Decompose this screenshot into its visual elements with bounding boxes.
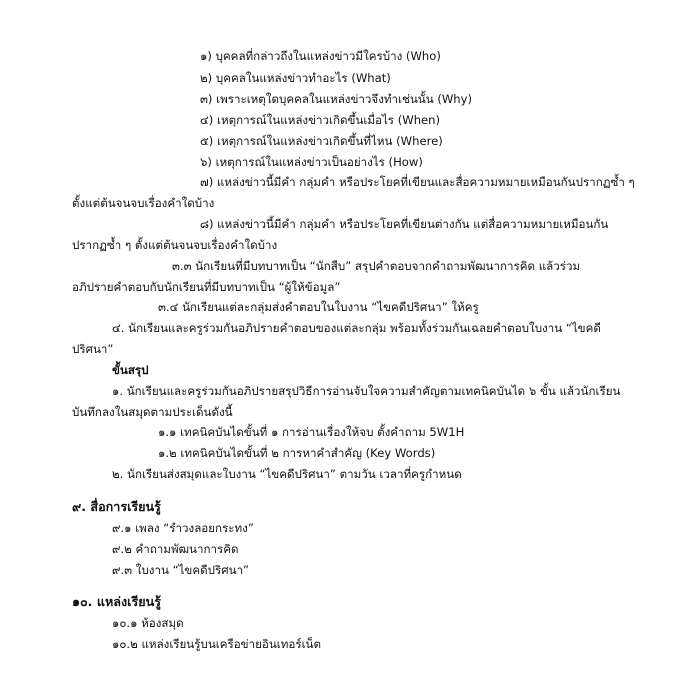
- question-how: ๖) เหตุการณ์ในแหล่งข่าวเป็นอย่างไร (How): [200, 155, 423, 169]
- step-4: ๔. นักเรียนและครูร่วมกันอภิปรายคำตอบของแต่ละกลุ่ม พร้อมทั้งร่วมกันเฉลยคำตอบใบงาน “ไขคดี: [112, 321, 601, 335]
- question-where: ๕) เหตุการณ์ในแหล่งข่าวเกิดขึ้นที่ไหน (Where): [200, 134, 443, 148]
- sources-heading: ๑๐. แหล่งเรียนรู้: [72, 594, 161, 609]
- question-why: ๓) เพราะเหตุใดบุคคลในแหล่งข่าวจึงทำเช่นนั้น (Why): [200, 92, 473, 106]
- question-repeated-words-cont: ตั้งแต่ต้นจนจบเรื่องคำใดบ้าง: [72, 196, 215, 210]
- media-worksheet: ๙.๓ ใบงาน “ไขคดีปริศนา”: [112, 563, 250, 577]
- conclusion-2: ๒. นักเรียนส่งสมุดและใบงาน “ไขคดีปริศนา” ตามวัน เวลาที่ครูกำหนด: [112, 467, 462, 481]
- conclusion-1-cont: บันทึกลงในสมุดตามประเด็นดังนี้: [72, 405, 233, 419]
- source-library: ๑๐.๑ ห้องสมุด: [112, 616, 184, 630]
- question-who: ๑) บุคคลที่กล่าวถึงในแหล่งข่าวมีใครบ้าง (Who): [200, 49, 441, 63]
- step-4-cont: ปริศนา”: [72, 342, 114, 356]
- source-internet: ๑๐.๒ แหล่งเรียนรู้บนเครือข่ายอินเทอร์เน็ต: [112, 637, 321, 651]
- conclusion-1-2: ๑.๒ เทคนิคบันไดขั้นที่ ๒ การหาคำสำคัญ (Key Words): [158, 446, 436, 460]
- question-repeated-words: ๗) แหล่งข่าวนี้มีคำ กลุ่มคำ หรือประโยคที่เขียนและสื่อความหมายเหมือนกันปรากฏซ้ำ ๆ: [200, 175, 635, 189]
- conclusion-1: ๑. นักเรียนและครูร่วมกันอภิปรายสรุปวิธีการอ่านจับใจความสำคัญตามเทคนิคบันได ๖ ขั้น แล้วนักเรียน: [112, 384, 621, 398]
- media-song: ๙.๑ เพลง “รำวงลอยกระทง”: [112, 521, 254, 535]
- step-3-4: ๓.๔ นักเรียนแต่ละกลุ่มส่งคำตอบในใบงาน “ไขคดีปริศนา” ให้ครู: [158, 300, 479, 314]
- question-what: ๒) บุคคลในแหล่งข่าวทำอะไร (What): [200, 71, 391, 85]
- media-questions: ๙.๒ คำถามพัฒนาการคิด: [112, 542, 239, 556]
- step-3-3: ๓.๓ นักเรียนที่มีบทบาทเป็น “นักสืบ” สรุปคำตอบจากคำถามพัฒนาการคิด แล้วร่วม: [172, 259, 581, 273]
- conclusion-1-1: ๑.๑ เทคนิคบันไดขั้นที่ ๑ การอ่านเรื่องให้จบ ตั้งคำถาม 5W1H: [158, 425, 465, 439]
- question-synonyms: ๘) แหล่งข่าวนี้มีคำ กลุ่มคำ หรือประโยคที่เขียนต่างกัน แต่สื่อความหมายเหมือนกัน: [200, 217, 609, 231]
- question-when: ๔) เหตุการณ์ในแหล่งข่าวเกิดขึ้นเมื่อไร (When): [200, 113, 441, 127]
- question-synonyms-cont: ปรากฏซ้ำ ๆ ตั้งแต่ต้นจนจบเรื่องคำใดบ้าง: [72, 238, 278, 252]
- media-heading: ๙. สื่อการเรียนรู้: [72, 499, 161, 514]
- conclusion-heading: ขั้นสรุป: [112, 363, 149, 377]
- step-3-3-cont: อภิปรายคำตอบกับนักเรียนที่มีบทบาทเป็น “ผู้ให้ข้อมูล”: [72, 280, 341, 294]
